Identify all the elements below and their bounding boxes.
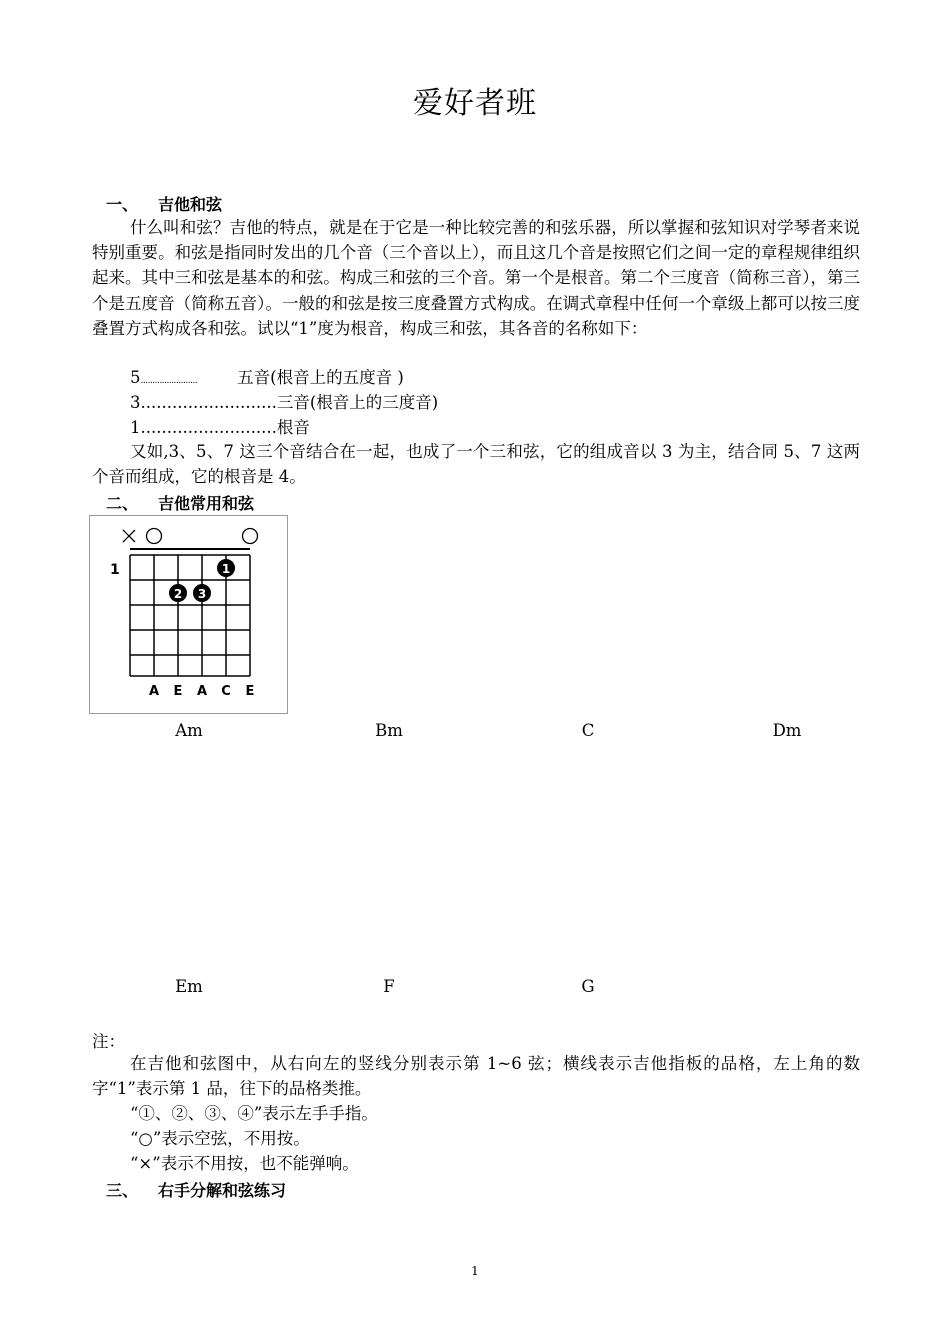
degree-name: 根音	[276, 418, 310, 437]
note-paragraph	[92, 1051, 860, 1101]
string-note: E	[173, 684, 183, 699]
section2-heading	[106, 491, 254, 514]
degree-row-3	[130, 390, 438, 415]
note-label: 注：	[92, 1032, 125, 1051]
section1-paragraph	[92, 215, 860, 341]
degree-dots: ........................	[140, 376, 198, 386]
string-note: E	[245, 684, 255, 699]
chord-diagram-svg	[90, 516, 287, 713]
section1-title: 吉他和弦	[158, 195, 223, 214]
chord-label-g: G	[581, 977, 595, 996]
note-line4: “×”表示不用按，也不能弹响。	[130, 1154, 359, 1173]
section3-title: 右手分解和弦练习	[158, 1181, 287, 1200]
degree-dots: ..........................	[140, 393, 277, 412]
section3-number: 三、	[106, 1181, 139, 1200]
degree-number: 5	[130, 368, 141, 387]
string-note: A	[148, 684, 160, 699]
page-number: 1	[471, 1264, 479, 1278]
chord-label-am: Am	[175, 721, 203, 740]
degree-number: 1	[130, 418, 141, 437]
degree-name: 三音(根音上的三度音)	[276, 393, 439, 412]
degree-dots: ..........................	[140, 418, 277, 437]
mute-mark-text: ×	[90, 516, 91, 517]
chord-label-em: Em	[175, 977, 203, 996]
open-string-icon	[147, 529, 162, 544]
section1-heading	[106, 192, 222, 215]
paragraph-intro: 什么叫和弦？吉他的特点，就是在于它是一种比较完善的和弦乐器，所以掌握和弦知识对学琴者来说特别重要。和弦是指同时发出的几个音（三个音以上），而且这几个音是按照它们之间一定的章程规律组织起来。其中三和弦是基本的和弦。构成三和弦的三个音。第一个是根音。第二个三度音（简称三音），第三个是五度音（简称五音）。一般的和弦是按三度叠置方式构成。在调式章程中任何一个章级上都可以按三度叠置方式构成各和弦。试以“1”度为根音，构成三和弦，其各音的名称如下：	[92, 218, 860, 338]
string-note: A	[196, 684, 208, 699]
degree-row-1	[130, 415, 310, 440]
degree-number: 3	[130, 393, 141, 412]
section1-number: 一、	[106, 195, 139, 214]
note-line2: “①、②、③、④”表示左手手指。	[130, 1104, 378, 1123]
chord-label-dm: Dm	[772, 721, 802, 740]
chord-label-c: C	[581, 721, 595, 740]
page-title: 爱好者班	[413, 86, 537, 121]
chord-label-bm: Bm	[375, 721, 403, 740]
open-string-icon	[243, 529, 258, 544]
paragraph-example: 又如,3、5、7 这三个音结合在一起，也成了一个三和弦，它的组成音以 3 为主，结合同 5、7 这两个音而组成，它的根音是 4。	[92, 442, 860, 487]
fret-number: 1	[110, 562, 120, 578]
note-line3: “○”表示空弦，不用按。	[130, 1129, 310, 1148]
section2-title: 吉他常用和弦	[158, 494, 255, 513]
chord-label-f: F	[383, 977, 395, 996]
finger-number: 2	[173, 587, 183, 601]
finger-number: 1	[221, 562, 231, 576]
section3-heading	[106, 1178, 286, 1201]
finger-number: 3	[197, 587, 207, 601]
am-chord-diagram	[89, 515, 288, 714]
string-note: C	[221, 684, 231, 699]
section2-number: 二、	[106, 494, 139, 513]
degree-name: 五音(根音上的五度音 )	[237, 368, 404, 387]
section1-paragraph2	[92, 439, 860, 489]
note-line1: 在吉他和弦图中，从右向左的竖线分别表示第 1~6 弦；横线表示吉他指板的品格，左上角的数字“1”表示第 1 品，往下的品格类推。	[92, 1054, 860, 1099]
mute-mark-icon	[123, 530, 135, 542]
